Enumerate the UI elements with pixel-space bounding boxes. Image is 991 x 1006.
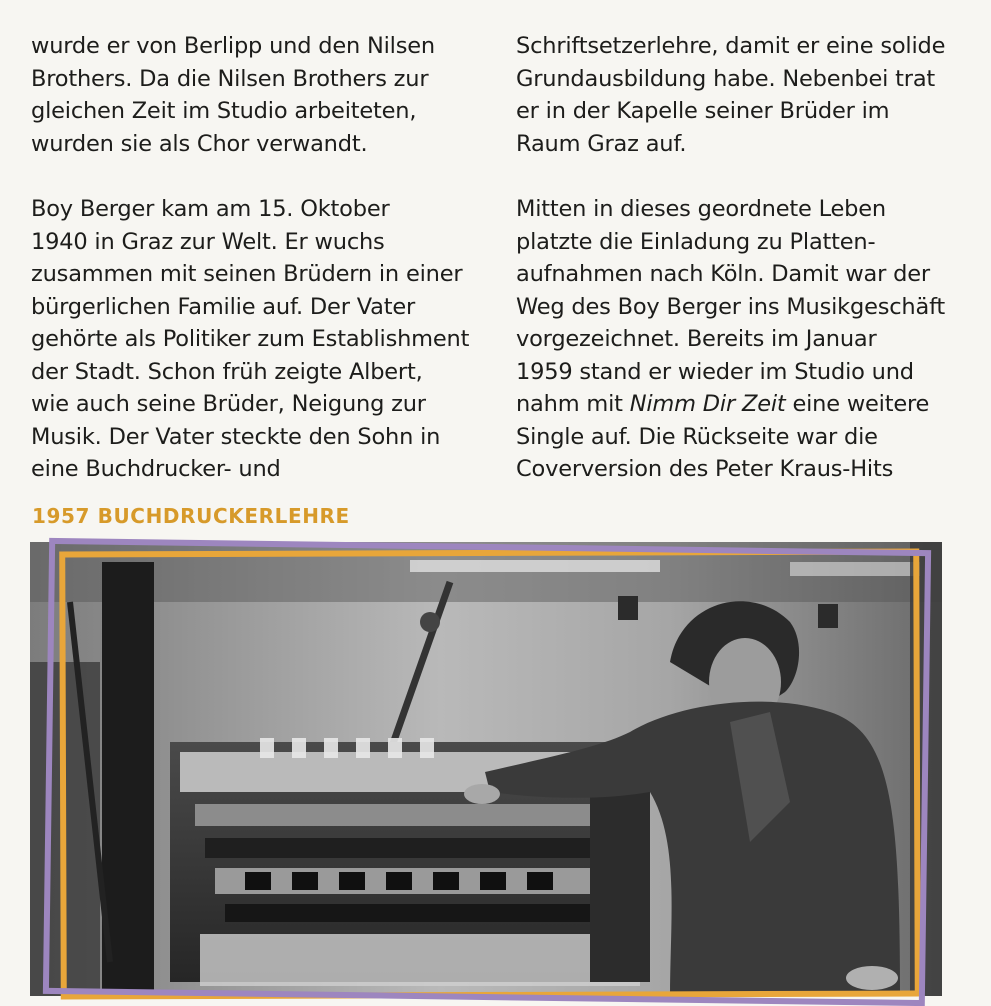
paragraph-nilsen-brothers: wurde er von Berlipp und den Nilsen Brothers. Da die Nilsen Brothers zur gleichen Zeit im Studio arbeiteten, wurden sie als Chor verwandt. bbox=[31, 33, 435, 157]
paragraph-text-part-1: Mitten in dieses geordnete Leben platzte die Einladung zu Platten- aufnahmen nach Köln. Damit war der Weg des Boy Berger ins Musikgeschäft vorgezeichnet. Bereits im Januar 1959 stand er wieder im Studio und nahm mit bbox=[516, 196, 946, 417]
section-heading: 1957 BUCHDRUCKERLEHRE bbox=[32, 504, 350, 528]
paragraph-apprenticeship: Schriftsetzerlehre, damit er eine solide Grundausbildung habe. Nebenbei trat er in der Kapelle seiner Brüder im Raum Graz auf. bbox=[516, 33, 946, 157]
song-title: Nimm Dir Zeit bbox=[629, 391, 786, 417]
paragraph-cologne-recordings bbox=[516, 193, 976, 486]
left-text-column bbox=[31, 30, 486, 519]
paragraph-biography-birth: Boy Berger kam am 15. Oktober 1940 in Graz zur Welt. Er wuchs zusammen mit seinen Brüdern in einer bürgerlichen Familie auf. Der Vater gehörte als Politiker zum Establishment der Stadt. Schon früh zeigte Albert, wie auch seine Brüder, Neigung zur Musik. Der Vater steckte den Sohn in eine Buchdrucker- und bbox=[31, 196, 470, 482]
photo-illustration bbox=[30, 542, 942, 996]
right-text-column bbox=[516, 30, 976, 519]
paragraph-text-part-2: eine weitere Single auf. Die Rückseite war die Coverversion des Peter Kraus-Hits bbox=[516, 391, 930, 482]
photo-image bbox=[30, 542, 942, 996]
photo-printing-press bbox=[30, 542, 942, 996]
